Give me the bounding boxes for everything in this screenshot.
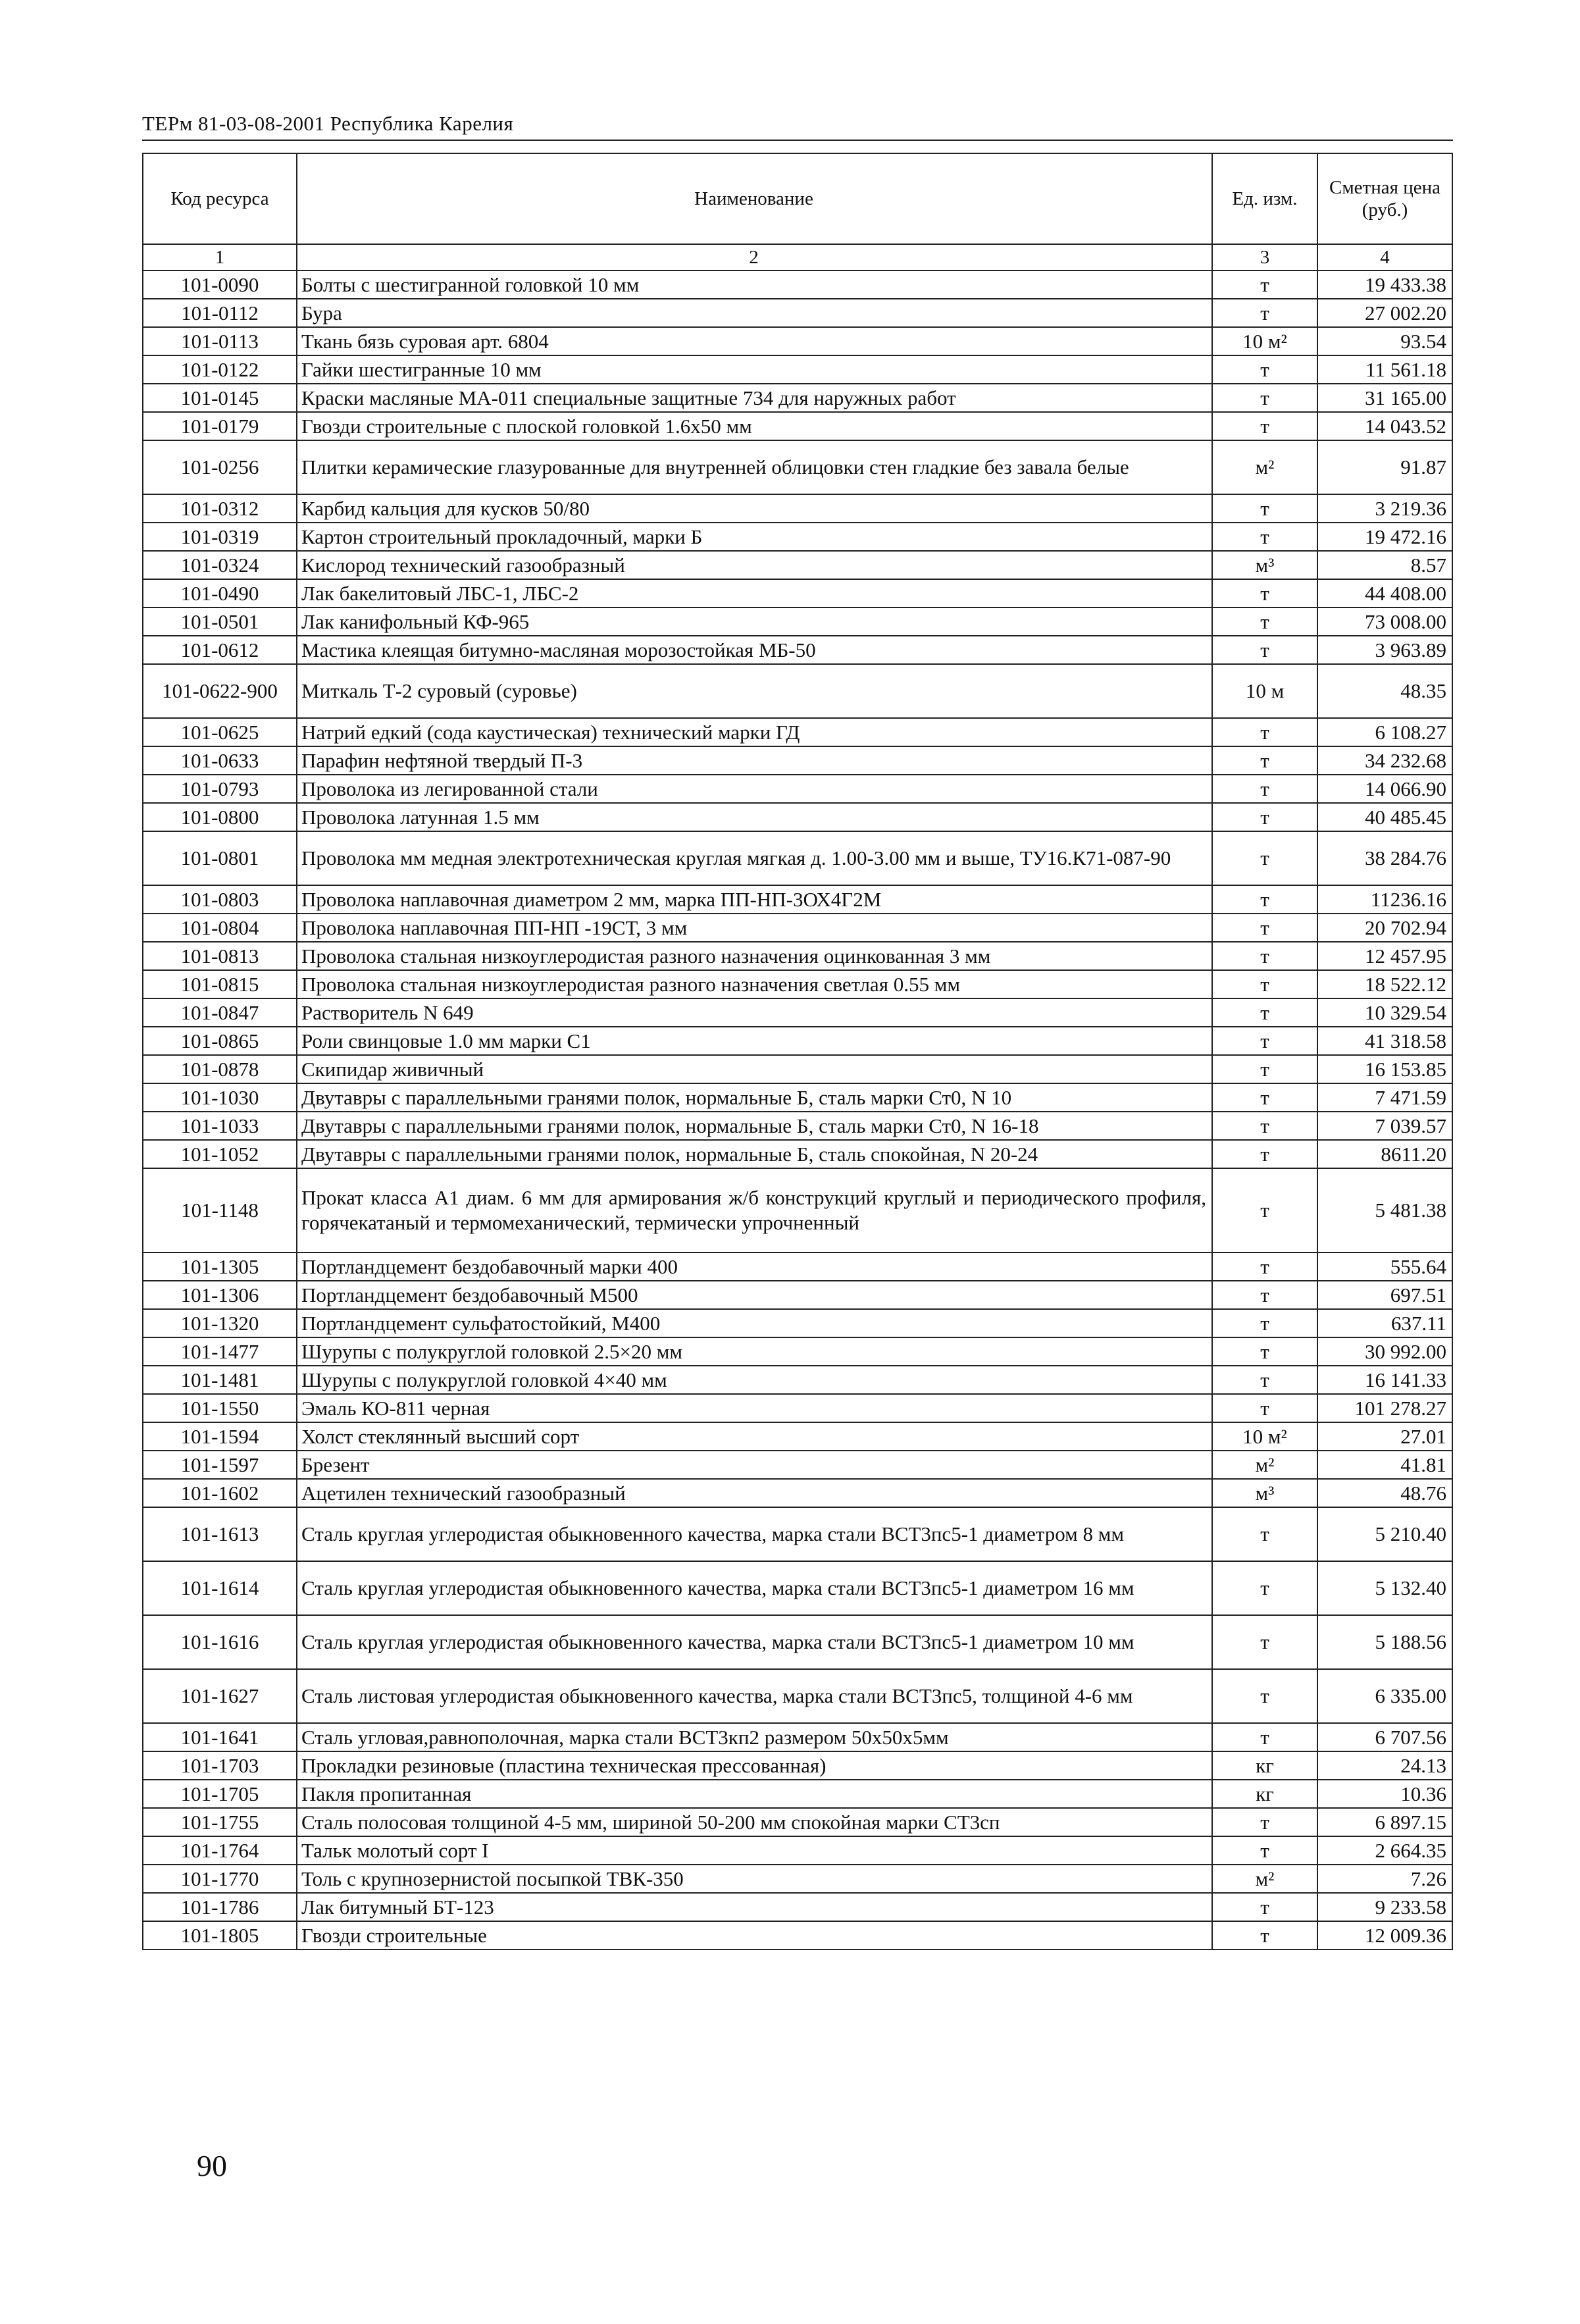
estimated-price: 34 232.68 — [1317, 746, 1452, 775]
resource-name: Растворитель N 649 — [297, 998, 1212, 1027]
unit-of-measure: т — [1212, 1112, 1317, 1140]
table-row — [143, 1366, 1452, 1394]
resource-name: Толь с крупнозернистой посыпкой ТВК-350 — [297, 1865, 1212, 1893]
resource-code: 101-0312 — [143, 494, 297, 523]
table-row — [143, 1394, 1452, 1422]
unit-of-measure: т — [1212, 384, 1317, 412]
unit-of-measure: м² — [1212, 440, 1317, 494]
resource-code: 101-1786 — [143, 1893, 297, 1921]
resource-code: 101-1477 — [143, 1337, 297, 1366]
table-row — [143, 803, 1452, 831]
resource-code: 101-0324 — [143, 551, 297, 579]
estimated-price: 30 992.00 — [1317, 1337, 1452, 1366]
unit-of-measure: т — [1212, 1561, 1317, 1615]
table-row — [143, 1921, 1452, 1950]
unit-of-measure: т — [1212, 412, 1317, 440]
resource-code: 101-1320 — [143, 1309, 297, 1337]
unit-of-measure: кг — [1212, 1751, 1317, 1780]
estimated-price: 10.36 — [1317, 1780, 1452, 1808]
estimated-price: 5 210.40 — [1317, 1507, 1452, 1561]
resource-code: 101-1033 — [143, 1112, 297, 1140]
unit-of-measure: м³ — [1212, 551, 1317, 579]
resource-code: 101-0145 — [143, 384, 297, 412]
unit-of-measure: т — [1212, 271, 1317, 299]
estimated-price: 697.51 — [1317, 1281, 1452, 1309]
resource-code: 101-1052 — [143, 1140, 297, 1168]
estimated-price: 91.87 — [1317, 440, 1452, 494]
table-row — [143, 1615, 1452, 1669]
unit-of-measure: м² — [1212, 1451, 1317, 1479]
table-row — [143, 1669, 1452, 1723]
estimated-price: 8611.20 — [1317, 1140, 1452, 1168]
table-row — [143, 636, 1452, 664]
table-row — [143, 1808, 1452, 1836]
resource-code: 101-0112 — [143, 299, 297, 327]
resource-code: 101-1148 — [143, 1168, 297, 1252]
table-row — [143, 775, 1452, 803]
estimated-price: 7 471.59 — [1317, 1083, 1452, 1112]
resource-name: Прокат класса А1 диам. 6 мм для армирования ж/б конструкций круглый и периодического профиля, горячекатаный и термомеханический, термически упрочненный — [297, 1168, 1212, 1252]
estimated-price: 16 153.85 — [1317, 1055, 1452, 1083]
estimated-price: 48.35 — [1317, 664, 1452, 718]
table-row — [143, 607, 1452, 636]
table-row — [143, 914, 1452, 942]
resource-name: Портландцемент сульфатостойкий, М400 — [297, 1309, 1212, 1337]
unit-of-measure: т — [1212, 607, 1317, 636]
estimated-price: 2 664.35 — [1317, 1836, 1452, 1865]
estimated-price: 101 278.27 — [1317, 1394, 1452, 1422]
unit-of-measure: т — [1212, 1836, 1317, 1865]
table-row — [143, 1309, 1452, 1337]
column-header-code: Код ресурса — [143, 153, 297, 244]
resource-name: Болты с шестигранной головкой 10 мм — [297, 271, 1212, 299]
table-row — [143, 327, 1452, 355]
resource-code: 101-0319 — [143, 523, 297, 551]
table-row — [143, 1507, 1452, 1561]
resource-name: Сталь круглая углеродистая обыкновенного качества, марка стали ВСТ3пс5-1 диаметром 8 мм — [297, 1507, 1212, 1561]
unit-of-measure: т — [1212, 1083, 1317, 1112]
resource-name: Краски масляные МА-011 специальные защитные 734 для наружных работ — [297, 384, 1212, 412]
estimated-price: 48.76 — [1317, 1479, 1452, 1507]
resource-code: 101-1616 — [143, 1615, 297, 1669]
table-row — [143, 664, 1452, 718]
estimated-price: 18 522.12 — [1317, 970, 1452, 998]
table-row — [143, 1281, 1452, 1309]
page-number: 90 — [197, 2149, 227, 2182]
resource-code: 101-0256 — [143, 440, 297, 494]
unit-of-measure: 10 м² — [1212, 327, 1317, 355]
estimated-price: 19 472.16 — [1317, 523, 1452, 551]
resource-name: Картон строительный прокладочный, марки Б — [297, 523, 1212, 551]
resource-name: Мастика клеящая битумно-масляная морозостойкая МБ-50 — [297, 636, 1212, 664]
table-row — [143, 942, 1452, 970]
estimated-price: 6 707.56 — [1317, 1723, 1452, 1751]
table-row — [143, 412, 1452, 440]
estimated-price: 73 008.00 — [1317, 607, 1452, 636]
estimated-price: 24.13 — [1317, 1751, 1452, 1780]
resource-code: 101-1481 — [143, 1366, 297, 1394]
unit-of-measure: т — [1212, 355, 1317, 384]
resource-name: Портландцемент бездобавочный М500 — [297, 1281, 1212, 1309]
resource-name: Двутавры с параллельными гранями полок, нормальные Б, сталь спокойная, N 20-24 — [297, 1140, 1212, 1168]
resource-name: Гайки шестигранные 10 мм — [297, 355, 1212, 384]
estimated-price: 41 318.58 — [1317, 1027, 1452, 1055]
unit-of-measure: м² — [1212, 1865, 1317, 1893]
resource-name: Гвозди строительные — [297, 1921, 1212, 1950]
table-row — [143, 1055, 1452, 1083]
table-row — [143, 355, 1452, 384]
estimated-price: 31 165.00 — [1317, 384, 1452, 412]
resource-name: Пакля пропитанная — [297, 1780, 1212, 1808]
resource-name: Сталь полосовая толщиной 4-5 мм, шириной 50-200 мм спокойная марки СТ3сп — [297, 1808, 1212, 1836]
resource-name: Сталь круглая углеродистая обыкновенного качества, марка стали ВСТ3пс5-1 диаметром 16 мм — [297, 1561, 1212, 1615]
resource-name: Натрий едкий (сода каустическая) технический марки ГД — [297, 718, 1212, 746]
table-row — [143, 1561, 1452, 1615]
table-header-row — [143, 153, 1452, 244]
resource-code: 101-0804 — [143, 914, 297, 942]
table-row — [143, 1337, 1452, 1366]
unit-of-measure: т — [1212, 299, 1317, 327]
resource-name: Лак бакелитовый ЛБС-1, ЛБС-2 — [297, 579, 1212, 607]
estimated-price: 7.26 — [1317, 1865, 1452, 1893]
resource-name: Холст стеклянный высший сорт — [297, 1422, 1212, 1451]
resource-code: 101-1613 — [143, 1507, 297, 1561]
table-row — [143, 831, 1452, 885]
unit-of-measure: 10 м² — [1212, 1422, 1317, 1451]
table-row — [143, 1252, 1452, 1281]
table-row — [143, 998, 1452, 1027]
resource-name: Лак канифольный КФ-965 — [297, 607, 1212, 636]
estimated-price: 7 039.57 — [1317, 1112, 1452, 1140]
table-row — [143, 1112, 1452, 1140]
table-row — [143, 1422, 1452, 1451]
table-row — [143, 1140, 1452, 1168]
resource-code: 101-0803 — [143, 885, 297, 914]
unit-of-measure: т — [1212, 775, 1317, 803]
resource-code: 101-0800 — [143, 803, 297, 831]
resource-code: 101-1705 — [143, 1780, 297, 1808]
resource-name: Скипидар живичный — [297, 1055, 1212, 1083]
resource-code: 101-0625 — [143, 718, 297, 746]
estimated-price: 16 141.33 — [1317, 1366, 1452, 1394]
resource-name: Портландцемент бездобавочный марки 400 — [297, 1252, 1212, 1281]
estimated-price: 11 561.18 — [1317, 355, 1452, 384]
column-number: 1 — [143, 244, 297, 271]
resource-code: 101-1805 — [143, 1921, 297, 1950]
column-number-row — [143, 244, 1452, 271]
estimated-price: 44 408.00 — [1317, 579, 1452, 607]
resource-code: 101-0113 — [143, 327, 297, 355]
resource-code: 101-0122 — [143, 355, 297, 384]
estimated-price: 10 329.54 — [1317, 998, 1452, 1027]
unit-of-measure: т — [1212, 1808, 1317, 1836]
estimated-price: 41.81 — [1317, 1451, 1452, 1479]
unit-of-measure: т — [1212, 1168, 1317, 1252]
estimated-price: 5 481.38 — [1317, 1168, 1452, 1252]
resource-code: 101-1614 — [143, 1561, 297, 1615]
unit-of-measure: т — [1212, 1723, 1317, 1751]
unit-of-measure: т — [1212, 494, 1317, 523]
estimated-price: 14 043.52 — [1317, 412, 1452, 440]
column-number: 3 — [1212, 244, 1317, 271]
resource-name: Ацетилен технический газообразный — [297, 1479, 1212, 1507]
resource-name: Сталь угловая,равнополочная, марка стали ВСТ3кп2 размером 50х50х5мм — [297, 1723, 1212, 1751]
unit-of-measure: т — [1212, 746, 1317, 775]
resource-code: 101-0847 — [143, 998, 297, 1027]
table-row — [143, 551, 1452, 579]
resource-code: 101-0801 — [143, 831, 297, 885]
resource-name: Миткаль Т-2 суровый (суровье) — [297, 664, 1212, 718]
estimated-price: 5 132.40 — [1317, 1561, 1452, 1615]
estimated-price: 12 009.36 — [1317, 1921, 1452, 1950]
unit-of-measure: т — [1212, 1507, 1317, 1561]
resource-name: Двутавры с параллельными гранями полок, нормальные Б, сталь марки Ст0, N 16-18 — [297, 1112, 1212, 1140]
resource-code: 101-1755 — [143, 1808, 297, 1836]
resource-name: Прокладки резиновые (пластина техническая прессованная) — [297, 1751, 1212, 1780]
estimated-price: 6 335.00 — [1317, 1669, 1452, 1723]
resource-code: 101-1627 — [143, 1669, 297, 1723]
unit-of-measure: т — [1212, 1921, 1317, 1950]
resource-name: Шурупы с полукруглой головкой 2.5×20 мм — [297, 1337, 1212, 1366]
resource-code: 101-0813 — [143, 942, 297, 970]
unit-of-measure: т — [1212, 1252, 1317, 1281]
table-row — [143, 1751, 1452, 1780]
unit-of-measure: т — [1212, 718, 1317, 746]
column-header-unit: Ед. изм. — [1212, 153, 1317, 244]
table-row — [143, 1780, 1452, 1808]
resource-name: Роли свинцовые 1.0 мм марки С1 — [297, 1027, 1212, 1055]
unit-of-measure: 10 м — [1212, 664, 1317, 718]
table-row — [143, 271, 1452, 299]
unit-of-measure: т — [1212, 885, 1317, 914]
unit-of-measure: т — [1212, 1394, 1317, 1422]
table-row — [143, 579, 1452, 607]
table-row — [143, 494, 1452, 523]
resource-name: Карбид кальция для кусков 50/80 — [297, 494, 1212, 523]
table-row — [143, 1865, 1452, 1893]
resource-code: 101-0633 — [143, 746, 297, 775]
resource-name: Двутавры с параллельными гранями полок, нормальные Б, сталь марки Ст0, N 10 — [297, 1083, 1212, 1112]
table-row — [143, 718, 1452, 746]
estimated-price: 27.01 — [1317, 1422, 1452, 1451]
estimated-price: 14 066.90 — [1317, 775, 1452, 803]
resource-name: Проволока наплавочная диаметром 2 мм, марка ПП-НП-3ОХ4Г2М — [297, 885, 1212, 914]
resource-name: Эмаль КО-811 черная — [297, 1394, 1212, 1422]
resource-code: 101-1306 — [143, 1281, 297, 1309]
estimated-price: 3 963.89 — [1317, 636, 1452, 664]
estimated-price: 12 457.95 — [1317, 942, 1452, 970]
unit-of-measure: т — [1212, 579, 1317, 607]
resource-code: 101-0815 — [143, 970, 297, 998]
header-rule — [142, 140, 1453, 141]
unit-of-measure: т — [1212, 831, 1317, 885]
table-row — [143, 746, 1452, 775]
resource-code: 101-0865 — [143, 1027, 297, 1055]
resource-name: Тальк молотый сорт I — [297, 1836, 1212, 1865]
table-row — [143, 1836, 1452, 1865]
resource-name: Проволока наплавочная ПП-НП -19СТ, 3 мм — [297, 914, 1212, 942]
unit-of-measure: т — [1212, 970, 1317, 998]
resource-name: Парафин нефтяной твердый П-3 — [297, 746, 1212, 775]
estimated-price: 27 002.20 — [1317, 299, 1452, 327]
resource-code: 101-1305 — [143, 1252, 297, 1281]
resource-name: Проволока латунная 1.5 мм — [297, 803, 1212, 831]
estimated-price: 9 233.58 — [1317, 1893, 1452, 1921]
estimated-price: 3 219.36 — [1317, 494, 1452, 523]
unit-of-measure: т — [1212, 942, 1317, 970]
resource-code: 101-0501 — [143, 607, 297, 636]
resource-code: 101-0622-900 — [143, 664, 297, 718]
resource-code: 101-0793 — [143, 775, 297, 803]
resource-name: Плитки керамические глазурованные для внутренней облицовки стен гладкие без завала белые — [297, 440, 1212, 494]
resource-code: 101-1764 — [143, 1836, 297, 1865]
table-row — [143, 523, 1452, 551]
column-header-price: Сметная цена (руб.) — [1317, 153, 1452, 244]
column-number: 2 — [297, 244, 1212, 271]
resource-name: Брезент — [297, 1451, 1212, 1479]
table-row — [143, 1027, 1452, 1055]
unit-of-measure: т — [1212, 1337, 1317, 1366]
resource-code: 101-0878 — [143, 1055, 297, 1083]
table-row — [143, 885, 1452, 914]
estimated-price: 8.57 — [1317, 551, 1452, 579]
unit-of-measure: т — [1212, 1615, 1317, 1669]
unit-of-measure: т — [1212, 1140, 1317, 1168]
column-header-name: Наименование — [297, 153, 1212, 244]
resource-name: Кислород технический газообразный — [297, 551, 1212, 579]
unit-of-measure: т — [1212, 998, 1317, 1027]
table-row — [143, 384, 1452, 412]
unit-of-measure: т — [1212, 1281, 1317, 1309]
table-row — [143, 1723, 1452, 1751]
resource-name: Проволока мм медная электротехническая круглая мягкая д. 1.00-3.00 мм и выше, ТУ16.К71-087-90 — [297, 831, 1212, 885]
resource-code: 101-1597 — [143, 1451, 297, 1479]
table-row — [143, 1479, 1452, 1507]
resource-code: 101-0612 — [143, 636, 297, 664]
column-number: 4 — [1317, 244, 1452, 271]
table-row — [143, 1451, 1452, 1479]
table-row — [143, 299, 1452, 327]
resource-code: 101-1030 — [143, 1083, 297, 1112]
unit-of-measure: т — [1212, 1893, 1317, 1921]
resource-name: Проволока из легированной стали — [297, 775, 1212, 803]
unit-of-measure: т — [1212, 1055, 1317, 1083]
resource-name: Гвозди строительные с плоской головкой 1.6х50 мм — [297, 412, 1212, 440]
unit-of-measure: кг — [1212, 1780, 1317, 1808]
resource-code: 101-1703 — [143, 1751, 297, 1780]
estimated-price: 19 433.38 — [1317, 271, 1452, 299]
resource-name: Сталь листовая углеродистая обыкновенного качества, марка стали ВСТ3пс5, толщиной 4-6 мм — [297, 1669, 1212, 1723]
resource-name: Лак битумный БТ-123 — [297, 1893, 1212, 1921]
unit-of-measure: т — [1212, 1366, 1317, 1394]
running-header: ТЕРм 81-03-08-2001 Республика Карелия — [142, 112, 514, 135]
unit-of-measure: т — [1212, 1669, 1317, 1723]
table-row — [143, 1083, 1452, 1112]
unit-of-measure: т — [1212, 1027, 1317, 1055]
table-row — [143, 440, 1452, 494]
estimated-price: 637.11 — [1317, 1309, 1452, 1337]
unit-of-measure: т — [1212, 1309, 1317, 1337]
resource-code: 101-0179 — [143, 412, 297, 440]
estimated-price: 6 897.15 — [1317, 1808, 1452, 1836]
resource-code: 101-0490 — [143, 579, 297, 607]
unit-of-measure: м³ — [1212, 1479, 1317, 1507]
resource-code: 101-1770 — [143, 1865, 297, 1893]
estimated-price: 555.64 — [1317, 1252, 1452, 1281]
unit-of-measure: т — [1212, 523, 1317, 551]
estimated-price: 93.54 — [1317, 327, 1452, 355]
table-row — [143, 970, 1452, 998]
resource-code: 101-1550 — [143, 1394, 297, 1422]
resource-code: 101-1641 — [143, 1723, 297, 1751]
estimated-price: 5 188.56 — [1317, 1615, 1452, 1669]
resource-name: Проволока стальная низкоуглеродистая разного назначения светлая 0.55 мм — [297, 970, 1212, 998]
table-row — [143, 1893, 1452, 1921]
estimated-price: 20 702.94 — [1317, 914, 1452, 942]
unit-of-measure: т — [1212, 636, 1317, 664]
estimated-price: 11236.16 — [1317, 885, 1452, 914]
resource-name: Бура — [297, 299, 1212, 327]
estimated-price: 40 485.45 — [1317, 803, 1452, 831]
estimated-price: 38 284.76 — [1317, 831, 1452, 885]
resource-price-table — [142, 153, 1453, 1950]
resource-name: Сталь круглая углеродистая обыкновенного качества, марка стали ВСТ3пс5-1 диаметром 10 мм — [297, 1615, 1212, 1669]
resource-name: Проволока стальная низкоуглеродистая разного назначения оцинкованная 3 мм — [297, 942, 1212, 970]
resource-code: 101-1602 — [143, 1479, 297, 1507]
resource-name: Шурупы с полукруглой головкой 4×40 мм — [297, 1366, 1212, 1394]
resource-name: Ткань бязь суровая арт. 6804 — [297, 327, 1212, 355]
table-row — [143, 1168, 1452, 1252]
table-body — [143, 271, 1452, 1950]
unit-of-measure: т — [1212, 803, 1317, 831]
unit-of-measure: т — [1212, 914, 1317, 942]
estimated-price: 6 108.27 — [1317, 718, 1452, 746]
resource-code: 101-1594 — [143, 1422, 297, 1451]
resource-code: 101-0090 — [143, 271, 297, 299]
